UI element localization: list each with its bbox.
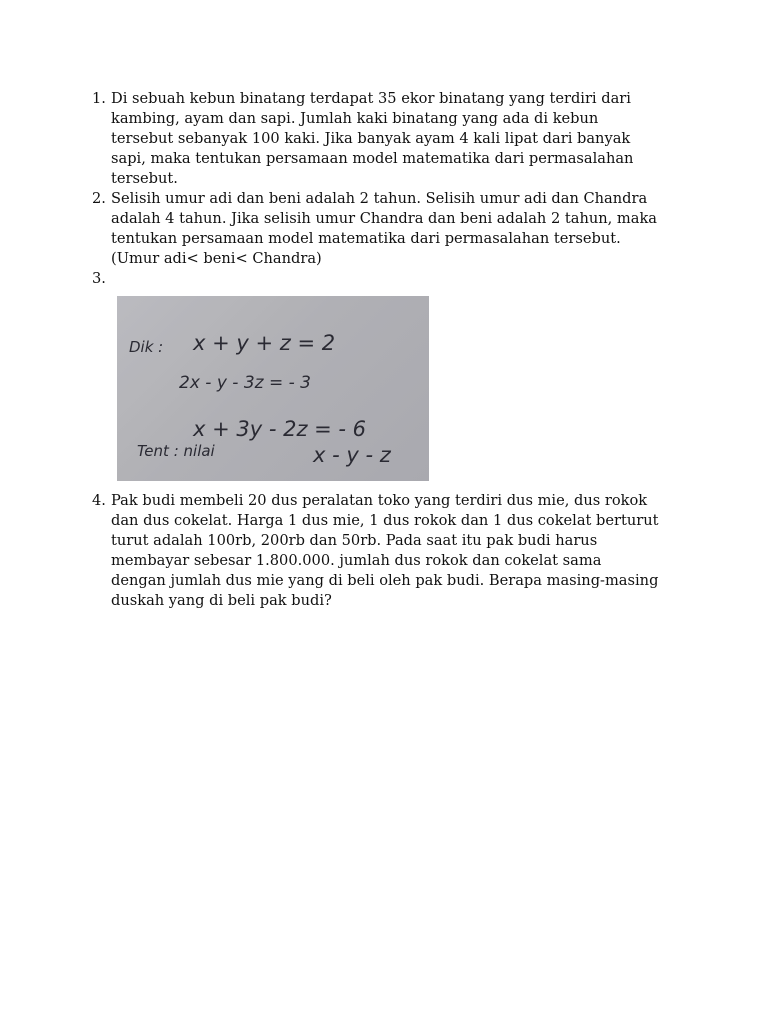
question-text-line: duskah yang di beli pak budi? bbox=[111, 592, 332, 609]
question-4 bbox=[92, 491, 692, 611]
handwritten-equation: x + 3y - 2z = - 6 bbox=[193, 417, 367, 441]
handwritten-label: Dik : bbox=[129, 338, 164, 356]
question-text-line: kambing, ayam dan sapi. Jumlah kaki binatang yang ada di kebun bbox=[111, 110, 599, 127]
question-2 bbox=[92, 189, 682, 269]
question-number: 3. bbox=[92, 270, 106, 287]
handwritten-equations-photo bbox=[117, 296, 429, 481]
question-list bbox=[92, 89, 682, 289]
question-text-line: Selisih umur adi dan beni adalah 2 tahun. Selisih umur adi dan Chandra bbox=[111, 190, 648, 207]
question-text-line: Pak budi membeli 20 dus peralatan toko yang terdiri dus mie, dus rokok bbox=[111, 492, 648, 509]
question-text-line bbox=[111, 269, 682, 289]
question-text-line: turut adalah 100rb, 200rb dan 50rb. Pada saat itu pak budi harus bbox=[111, 532, 598, 549]
question-text-line: (Umur adi< beni< Chandra) bbox=[111, 250, 322, 267]
question-number: 4. bbox=[92, 492, 106, 509]
handwritten-equation: 2x - y - 3z = - 3 bbox=[179, 373, 311, 393]
question-text-line: dengan jumlah dus mie yang di beli oleh pak budi. Berapa masing-masing bbox=[111, 572, 659, 589]
handwritten-equation: x - y - z bbox=[313, 443, 391, 467]
question-number: 2. bbox=[92, 190, 106, 207]
question-text-line: adalah 4 tahun. Jika selisih umur Chandra dan beni adalah 2 tahun, maka bbox=[111, 210, 658, 227]
handwritten-label: Tent : nilai bbox=[137, 442, 215, 460]
question-text-line: tentukan persamaan model matematika dari permasalahan tersebut. bbox=[111, 230, 621, 247]
handwriting-svg bbox=[117, 296, 429, 481]
question-text-line: Di sebuah kebun binatang terdapat 35 ekor binatang yang terdiri dari bbox=[111, 90, 631, 107]
question-text-line: membayar sebesar 1.800.000. jumlah dus rokok dan cokelat sama bbox=[111, 552, 602, 569]
question-3 bbox=[92, 269, 682, 289]
handwritten-equation: x + y + z = 2 bbox=[193, 331, 336, 355]
question-text-line: tersebut sebanyak 100 kaki. Jika banyak ayam 4 kali lipat dari banyak bbox=[111, 130, 631, 147]
question-1 bbox=[92, 89, 682, 189]
question-text-line: tersebut. bbox=[111, 170, 178, 187]
question-4-block bbox=[92, 491, 692, 611]
question-number: 1. bbox=[92, 90, 106, 107]
question-text-line: dan dus cokelat. Harga 1 dus mie, 1 dus rokok dan 1 dus cokelat berturut bbox=[111, 512, 659, 529]
question-text-line: sapi, maka tentukan persamaan model matematika dari permasalahan bbox=[111, 150, 634, 167]
